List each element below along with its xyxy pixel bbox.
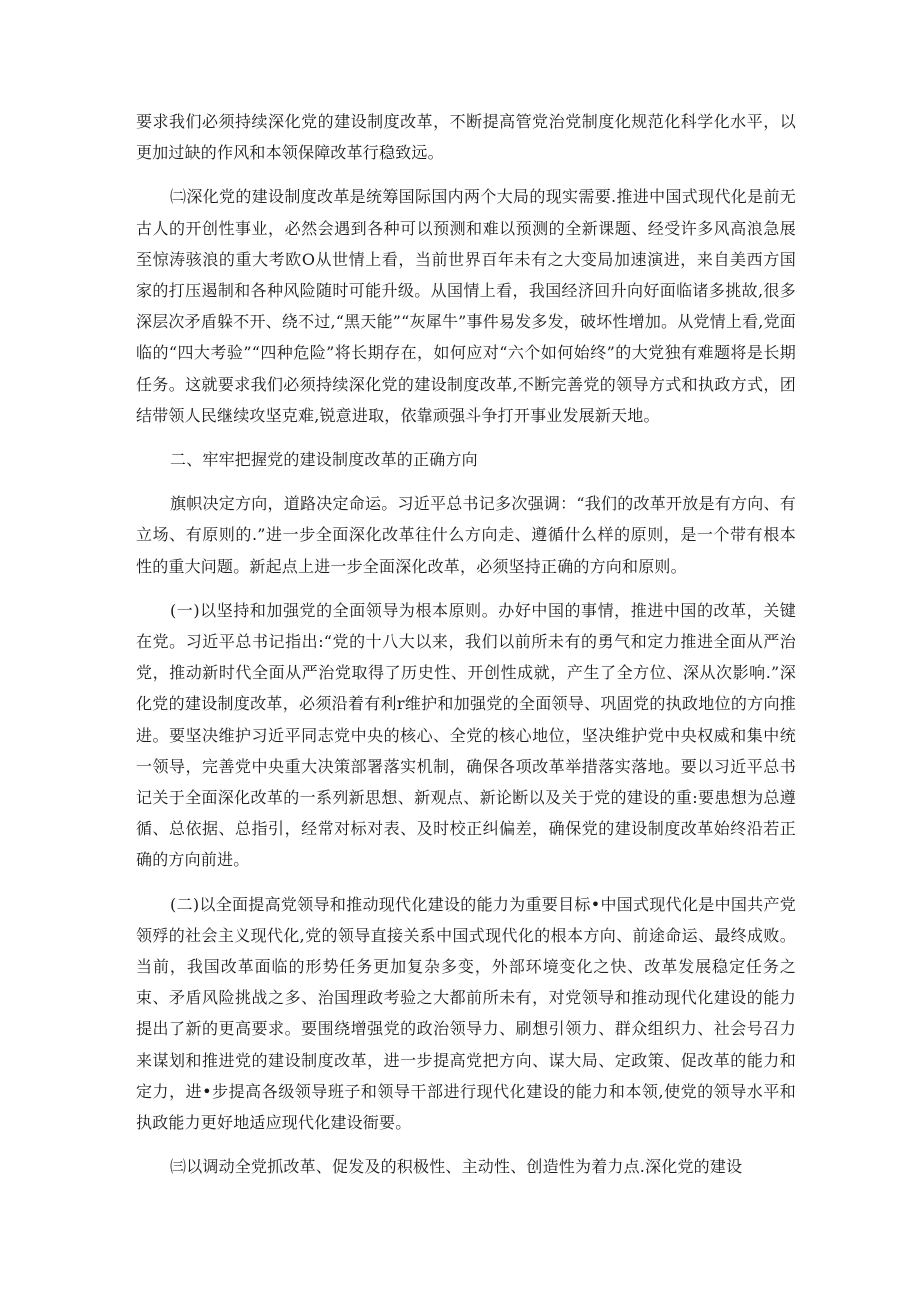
- paragraph-section-2-intro: 旗帜决定方向，道路决定命运。习近平总书记多次强调：“我们的改革开放是有方向、有立场、有原则的.”进一步全面深化改革往什么方向走、遵循什么样的原则，是一个带有根本性的重大问题。新起点上进一步全面深化改革，必须坚持正确的方向和原则。: [136, 494, 796, 576]
- paragraph-continuation: 要求我们必须持续深化党的建设制度改革，不断提高管党治党制度化规范化科学化水平，以更加过缺的作风和本领保障改革行稳致远。: [136, 112, 796, 163]
- document-page: [136, 106, 796, 1183]
- paragraph-section-1-2: ㈡深化党的建设制度改革是统筹国际国内两个大局的现实需要.推进中国式现代化是前无古人的开创性事业，必然会遇到各种可以预测和难以预测的全新课题、经受许多风高浪急展至惊涛骇浪的重大考欧O从世情上看，当前世界百年未有之大变局加速演进，来自美西方国家的打压遏制和各种风险随时可能升级。从国情上看，我国经济回升向好面临诸多挑故,很多深层次矛盾躲不开、绕不过,“黑天能”“灰犀牛”事件易发多发，破坏性增加。从党情上看,党面临的“四大考验”“四种危险”将长期存在，如何应对“六个如何始终”的大党独有难题将是长期任务。这就要求我们必须持续深化党的建设制度改革,不断完善党的领导方式和执政方式，团结带领人民继续攻坚克难,锐意进取，依靠顽强斗争打开事业发展新天地。: [136, 187, 796, 425]
- paragraph-section-2-1: (一)以坚持和加强党的全面领导为根本原则。办好中国的事情，推进中国的改革，关键在党。习近平总书记指出:“党的十八大以来，我们以前所未有的勇气和定力推进全面从严治党，推动新时代全面从严治党取得了历史性、开创性成就，产生了全方位、深从次影响.”深化党的建设制度改革，必须沿着有利r维护和加强党的全面领导、巩固党的执政地位的方向推进。要坚决维护习近平同志党中央的核心、全党的核心地位，坚决维护党中央权威和集中统一领导，完善党中央重大决策部署落实机制，确保各项改革举措落实落地。要以习近平总书记关于全面深化改革的一系列新思想、新观点、新论断以及关于党的建设的重:要患想为总遵循、总依据、总指引，经常对标对表、及时校正纠偏差，确保党的建设制度改革始终沿若正确的方向前进。: [136, 600, 796, 870]
- paragraph-section-2-3: ㈢以调动全党抓改革、促发及的积极性、主动性、创造性为着力点.深化党的建设: [170, 1157, 743, 1177]
- paragraph-section-2-2: (二)以全面提高党领导和推动现代化建设的能力为重要目标•中国式现代化是中国共产党领殍的社会主义现代化,党的领导直接关系中国式现代化的根本方向、前途命运、最终成败。当前，我国改革面临的形势任务更加复杂多变，外部环境变化之快、改革发展稳定任务之束、矛盾风险挑战之多、治国理政考验之大都前所未有，对党领导和推动现代化建设的能力提出了新的更高要求。要围绕增强党的政治领导力、刷想引领力、群众组织力、社会号召力来谋划和推进党的建设制度改革，进一步提高党把方向、谋大局、定政策、促改革的能力和定力，进•步提高各级领导班子和领导干部进行现代化建设的能力和本领,使党的领导水平和执政能力更好地适应现代化建设衙要。: [136, 894, 796, 1133]
- section-heading-2: 二、牢牢把握党的建设制度改革的正确方向: [170, 450, 478, 470]
